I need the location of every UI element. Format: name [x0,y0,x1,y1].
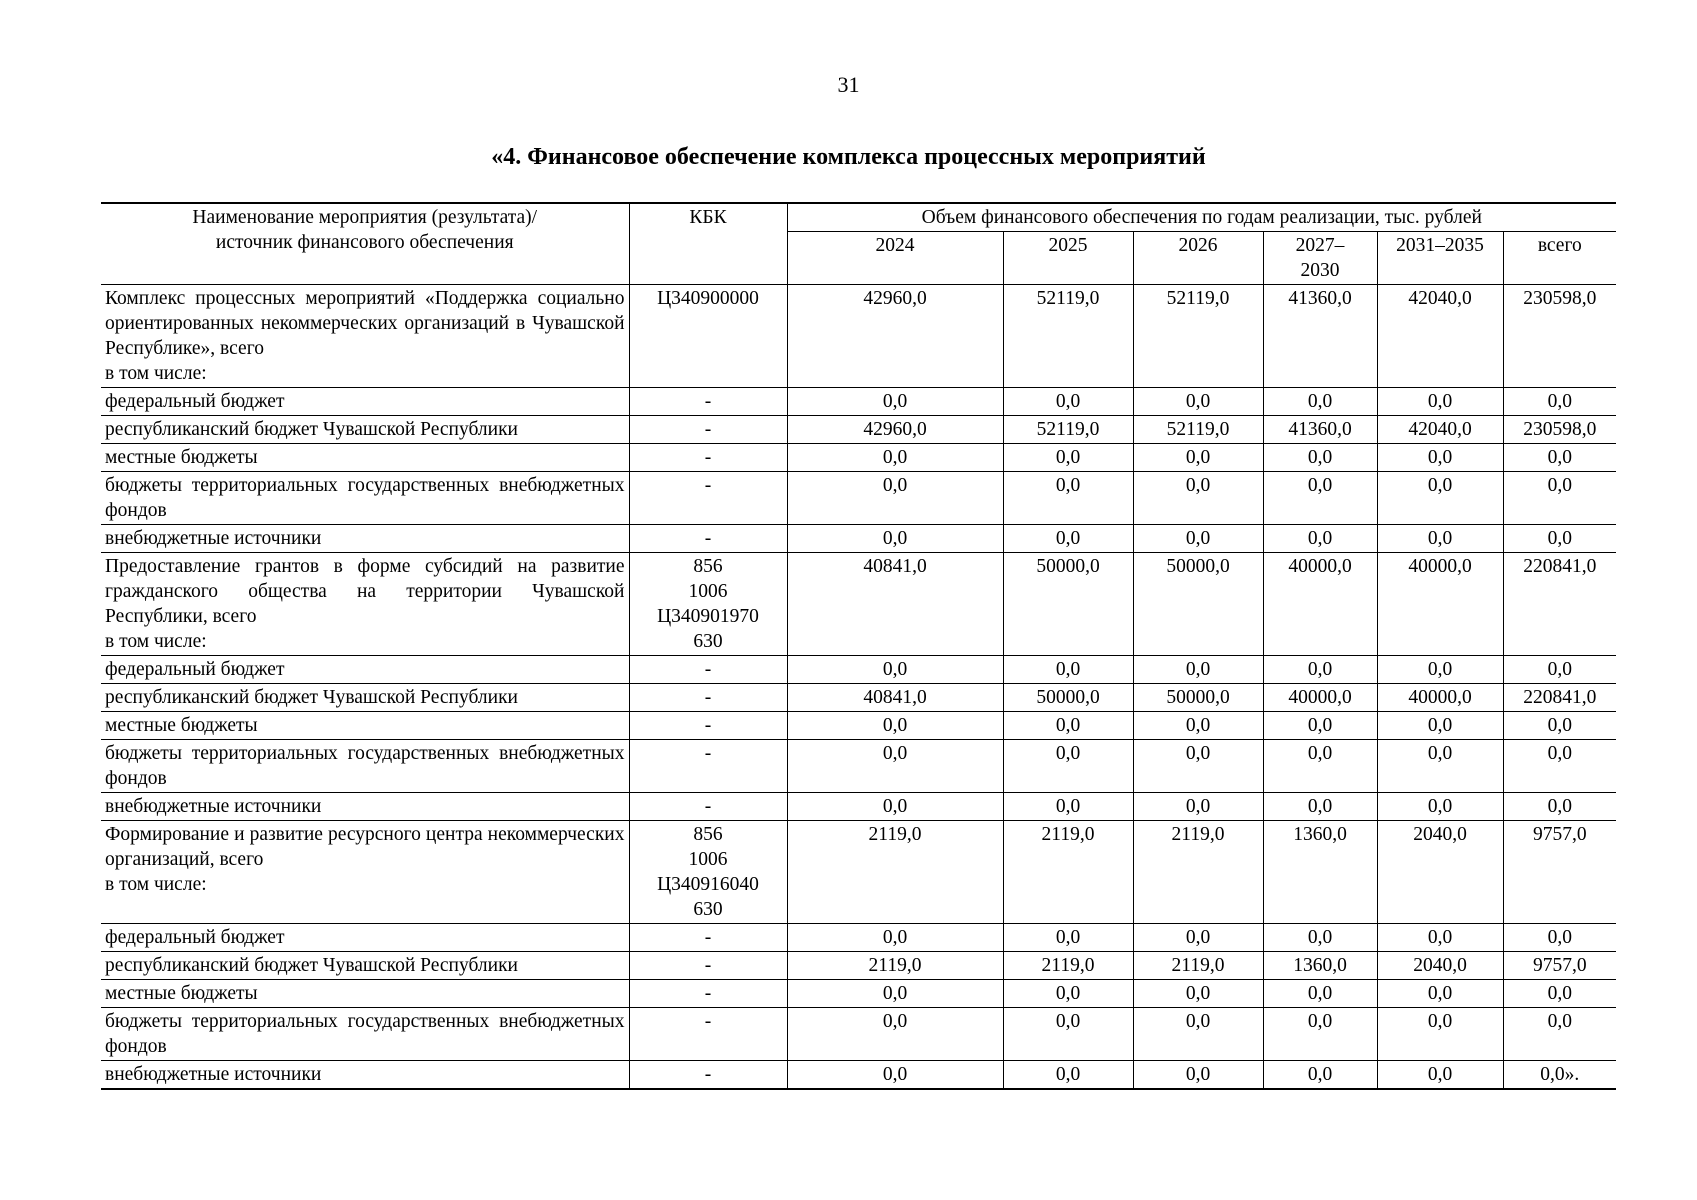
table-row [101,1008,1616,1061]
kbk-code: Ц340916040 [657,874,759,895]
table-row [101,416,1616,444]
row-name: бюджеты территориальных государственных внебюджетных фондов [105,1011,625,1057]
table-row [101,525,1616,553]
page-number: 31 [837,72,860,97]
table-row [101,924,1616,952]
value-cell: 52119,0 [1003,285,1133,388]
value-cell: 0,0 [1003,1008,1133,1061]
value-cell: 0,0 [787,388,1003,416]
value-cell: 41360,0 [1263,416,1377,444]
table-row [101,472,1616,525]
table-row [101,656,1616,684]
kbk-code: - [704,1064,712,1085]
value-cell: 0,0 [1133,1008,1263,1061]
value-cell: 0,0 [787,1061,1003,1090]
kbk-code: 1006 [688,849,728,870]
table-row [101,388,1616,416]
value-cell: 0,0 [787,740,1003,793]
value-cell: 0,0 [1377,924,1503,952]
kbk-code: - [704,391,712,412]
header-year-2031-2035: 2031–2035 [1377,232,1503,285]
kbk-code: - [704,475,712,496]
value-cell: 0,0 [1263,793,1377,821]
value-cell: 0,0 [787,656,1003,684]
kbk-code: - [704,419,712,440]
header-name-line2: источник финансового обеспечения [215,232,514,253]
row-kbk-cell [629,656,787,684]
value-cell: 0,0 [1503,712,1616,740]
row-kbk-cell [629,684,787,712]
value-cell: 0,0 [1503,980,1616,1008]
row-name-cell [101,656,629,684]
value-cell: 0,0 [1003,740,1133,793]
value-cell: 0,0 [787,1008,1003,1061]
row-name: Формирование и развитие ресурсного центра некоммерческих организаций, всего [105,824,625,870]
value-cell: 0,0 [1003,793,1133,821]
header-year-2024: 2024 [787,232,1003,285]
row-name: местные бюджеты [105,715,258,736]
row-kbk-cell [629,553,787,656]
value-cell: 0,0 [1263,388,1377,416]
row-kbk-cell [629,952,787,980]
value-cell: 50000,0 [1133,553,1263,656]
value-cell: 2119,0 [787,821,1003,924]
row-kbk-cell [629,416,787,444]
row-kbk-cell [629,1061,787,1090]
kbk-code: - [704,1011,712,1032]
table-row [101,1061,1616,1090]
table-row [101,793,1616,821]
value-cell: 52119,0 [1003,416,1133,444]
header-year-2026: 2026 [1133,232,1263,285]
row-kbk-cell [629,1008,787,1061]
value-cell: 0,0 [1263,712,1377,740]
value-cell: 42960,0 [787,285,1003,388]
row-name: Комплекс процессных мероприятий «Поддержка социально ориентированных некоммерческих организаций в Чувашской Республике», всего [105,288,625,359]
value-cell: 0,0 [1133,388,1263,416]
row-name: внебюджетные источники [105,796,322,817]
value-cell: 0,0 [1503,1008,1616,1061]
row-kbk-cell [629,712,787,740]
value-cell: 0,0 [787,793,1003,821]
row-name-cell [101,1008,629,1061]
value-cell: 42040,0 [1377,285,1503,388]
table-body [101,285,1616,1090]
row-kbk-cell [629,285,787,388]
row-name: местные бюджеты [105,983,258,1004]
row-name-cell [101,952,629,980]
value-cell: 0,0 [787,444,1003,472]
header-name-line1: Наименование мероприятия (результата)/ [192,207,538,228]
value-cell: 9757,0 [1503,821,1616,924]
value-cell: 0,0 [1133,444,1263,472]
row-name-tail: в том числе: [105,874,207,895]
row-kbk-cell [629,980,787,1008]
table-row [101,444,1616,472]
value-cell: 2119,0 [1003,952,1133,980]
row-name: бюджеты территориальных государственных внебюджетных фондов [105,475,625,521]
kbk-code: - [704,796,712,817]
row-name-cell [101,793,629,821]
row-name-tail: в том числе: [105,631,207,652]
value-cell: 0,0 [1263,1008,1377,1061]
row-name: внебюджетные источники [105,1064,322,1085]
row-name: федеральный бюджет [105,927,285,948]
kbk-code: 856 [693,556,723,577]
value-cell: 220841,0 [1503,684,1616,712]
row-name-cell [101,472,629,525]
table-header [101,203,1616,285]
kbk-code: - [704,687,712,708]
value-cell: 2119,0 [1003,821,1133,924]
row-name: республиканский бюджет Чувашской Республики [105,419,518,440]
header-total: всего [1503,232,1616,285]
table-row [101,952,1616,980]
value-cell: 0,0 [1263,740,1377,793]
header-kbk-column: КБК [629,203,787,285]
value-cell: 0,0 [787,472,1003,525]
value-cell: 0,0 [1377,793,1503,821]
kbk-code: - [704,743,712,764]
row-name-cell [101,525,629,553]
table-row [101,980,1616,1008]
value-cell: 40841,0 [787,553,1003,656]
row-name-cell [101,1061,629,1090]
value-cell: 0,0 [1377,472,1503,525]
header-year-2027-2030: 2027– 2030 [1263,232,1377,285]
value-cell: 0,0 [1377,525,1503,553]
table-row [101,712,1616,740]
value-cell: 0,0 [1263,656,1377,684]
value-cell: 0,0 [787,924,1003,952]
row-name: республиканский бюджет Чувашской Республики [105,687,518,708]
value-cell: 0,0 [1503,472,1616,525]
value-cell: 0,0 [1377,980,1503,1008]
row-name-cell [101,553,629,656]
kbk-code: - [704,659,712,680]
row-name-cell [101,924,629,952]
value-cell: 0,0 [1263,980,1377,1008]
table-row [101,553,1616,656]
value-cell: 0,0 [1377,712,1503,740]
value-cell: 2040,0 [1377,952,1503,980]
kbk-code: - [704,447,712,468]
value-cell: 0,0 [1377,1061,1503,1090]
value-cell: 0,0 [1003,388,1133,416]
value-cell: 1360,0 [1263,821,1377,924]
kbk-code: Ц340900000 [657,288,759,309]
value-cell: 0,0 [1263,525,1377,553]
value-cell: 1360,0 [1263,952,1377,980]
value-cell: 0,0 [1133,740,1263,793]
row-name: внебюджетные источники [105,528,322,549]
row-name: федеральный бюджет [105,391,285,412]
kbk-code: 630 [693,631,723,652]
row-name-cell [101,740,629,793]
value-cell: 0,0 [1263,472,1377,525]
value-cell: 9757,0 [1503,952,1616,980]
kbk-code: 630 [693,899,723,920]
table-row [101,740,1616,793]
value-cell: 0,0 [787,525,1003,553]
row-name: местные бюджеты [105,447,258,468]
row-kbk-cell [629,444,787,472]
value-cell: 230598,0 [1503,285,1616,388]
value-cell: 2119,0 [787,952,1003,980]
value-cell: 0,0 [1263,924,1377,952]
value-cell: 50000,0 [1133,684,1263,712]
value-cell: 0,0 [1503,793,1616,821]
row-name-cell [101,712,629,740]
value-cell: 2119,0 [1133,821,1263,924]
kbk-code: - [704,927,712,948]
value-cell: 2040,0 [1377,821,1503,924]
kbk-code: 1006 [688,581,728,602]
value-cell: 0,0 [1133,793,1263,821]
value-cell: 2119,0 [1133,952,1263,980]
kbk-code: Ц340901970 [657,606,759,627]
value-cell: 0,0 [1003,525,1133,553]
value-cell: 52119,0 [1133,285,1263,388]
value-cell: 0,0 [1003,924,1133,952]
value-cell: 0,0 [1133,656,1263,684]
value-cell: 40000,0 [1377,553,1503,656]
kbk-code: - [704,528,712,549]
value-cell: 0,0 [1003,980,1133,1008]
table-row [101,285,1616,388]
value-cell: 0,0 [1503,924,1616,952]
row-name: бюджеты территориальных государственных внебюджетных фондов [105,743,625,789]
row-kbk-cell [629,472,787,525]
header-name-column [101,203,629,285]
value-cell: 0,0 [1503,388,1616,416]
row-kbk-cell [629,388,787,416]
value-cell: 0,0 [1133,1061,1263,1090]
value-cell: 0,0 [1377,1008,1503,1061]
value-cell: 0,0 [1263,1061,1377,1090]
value-cell: 0,0 [1133,924,1263,952]
row-kbk-cell [629,793,787,821]
row-kbk-cell [629,740,787,793]
value-cell: 40000,0 [1263,553,1377,656]
value-cell: 0,0 [1503,525,1616,553]
row-name-cell [101,821,629,924]
row-name-cell [101,388,629,416]
value-cell: 0,0 [1503,656,1616,684]
value-cell: 0,0 [1263,444,1377,472]
row-name-tail: в том числе: [105,363,207,384]
value-cell: 40841,0 [787,684,1003,712]
row-name-cell [101,416,629,444]
header-year-2025: 2025 [1003,232,1133,285]
value-cell: 0,0 [1377,444,1503,472]
kbk-code: - [704,715,712,736]
value-cell: 40000,0 [1263,684,1377,712]
value-cell: 52119,0 [1133,416,1263,444]
value-cell: 0,0 [1503,444,1616,472]
row-name-cell [101,980,629,1008]
row-name-cell [101,444,629,472]
row-kbk-cell [629,821,787,924]
financing-table [101,202,1616,1090]
value-cell: 0,0 [1003,472,1133,525]
table-row [101,821,1616,924]
header-volume-column: Объем финансового обеспечения по годам реализации, тыс. рублей [787,203,1616,232]
row-name-cell [101,285,629,388]
value-cell: 0,0 [1133,472,1263,525]
value-cell: 0,0 [1133,980,1263,1008]
value-cell: 50000,0 [1003,553,1133,656]
value-cell: 0,0 [787,980,1003,1008]
value-cell: 0,0 [1003,444,1133,472]
kbk-code: - [704,983,712,1004]
value-cell: 0,0 [1133,525,1263,553]
row-name-cell [101,684,629,712]
row-kbk-cell [629,924,787,952]
value-cell: 0,0 [1003,1061,1133,1090]
page-title: «4. Финансовое обеспечение комплекса процессных мероприятий [491,144,1206,170]
value-cell: 0,0 [1003,656,1133,684]
value-cell: 40000,0 [1377,684,1503,712]
value-cell: 0,0 [1377,740,1503,793]
value-cell: 50000,0 [1003,684,1133,712]
row-kbk-cell [629,525,787,553]
row-name: республиканский бюджет Чувашской Республики [105,955,518,976]
value-cell: 230598,0 [1503,416,1616,444]
value-cell: 0,0 [1377,656,1503,684]
value-cell: 0,0 [787,712,1003,740]
value-cell: 0,0 [1503,740,1616,793]
kbk-code: 856 [693,824,723,845]
value-cell: 0,0 [1133,712,1263,740]
table-row [101,684,1616,712]
value-cell: 42040,0 [1377,416,1503,444]
value-cell: 220841,0 [1503,553,1616,656]
row-name: Предоставление грантов в форме субсидий на развитие гражданского общества на территории Чувашской Республики, всего [105,556,625,627]
value-cell: 0,0 [1377,388,1503,416]
value-cell: 0,0 [1003,712,1133,740]
kbk-code: - [704,955,712,976]
value-cell: 42960,0 [787,416,1003,444]
value-cell: 0,0». [1503,1061,1616,1090]
row-name: федеральный бюджет [105,659,285,680]
value-cell: 41360,0 [1263,285,1377,388]
